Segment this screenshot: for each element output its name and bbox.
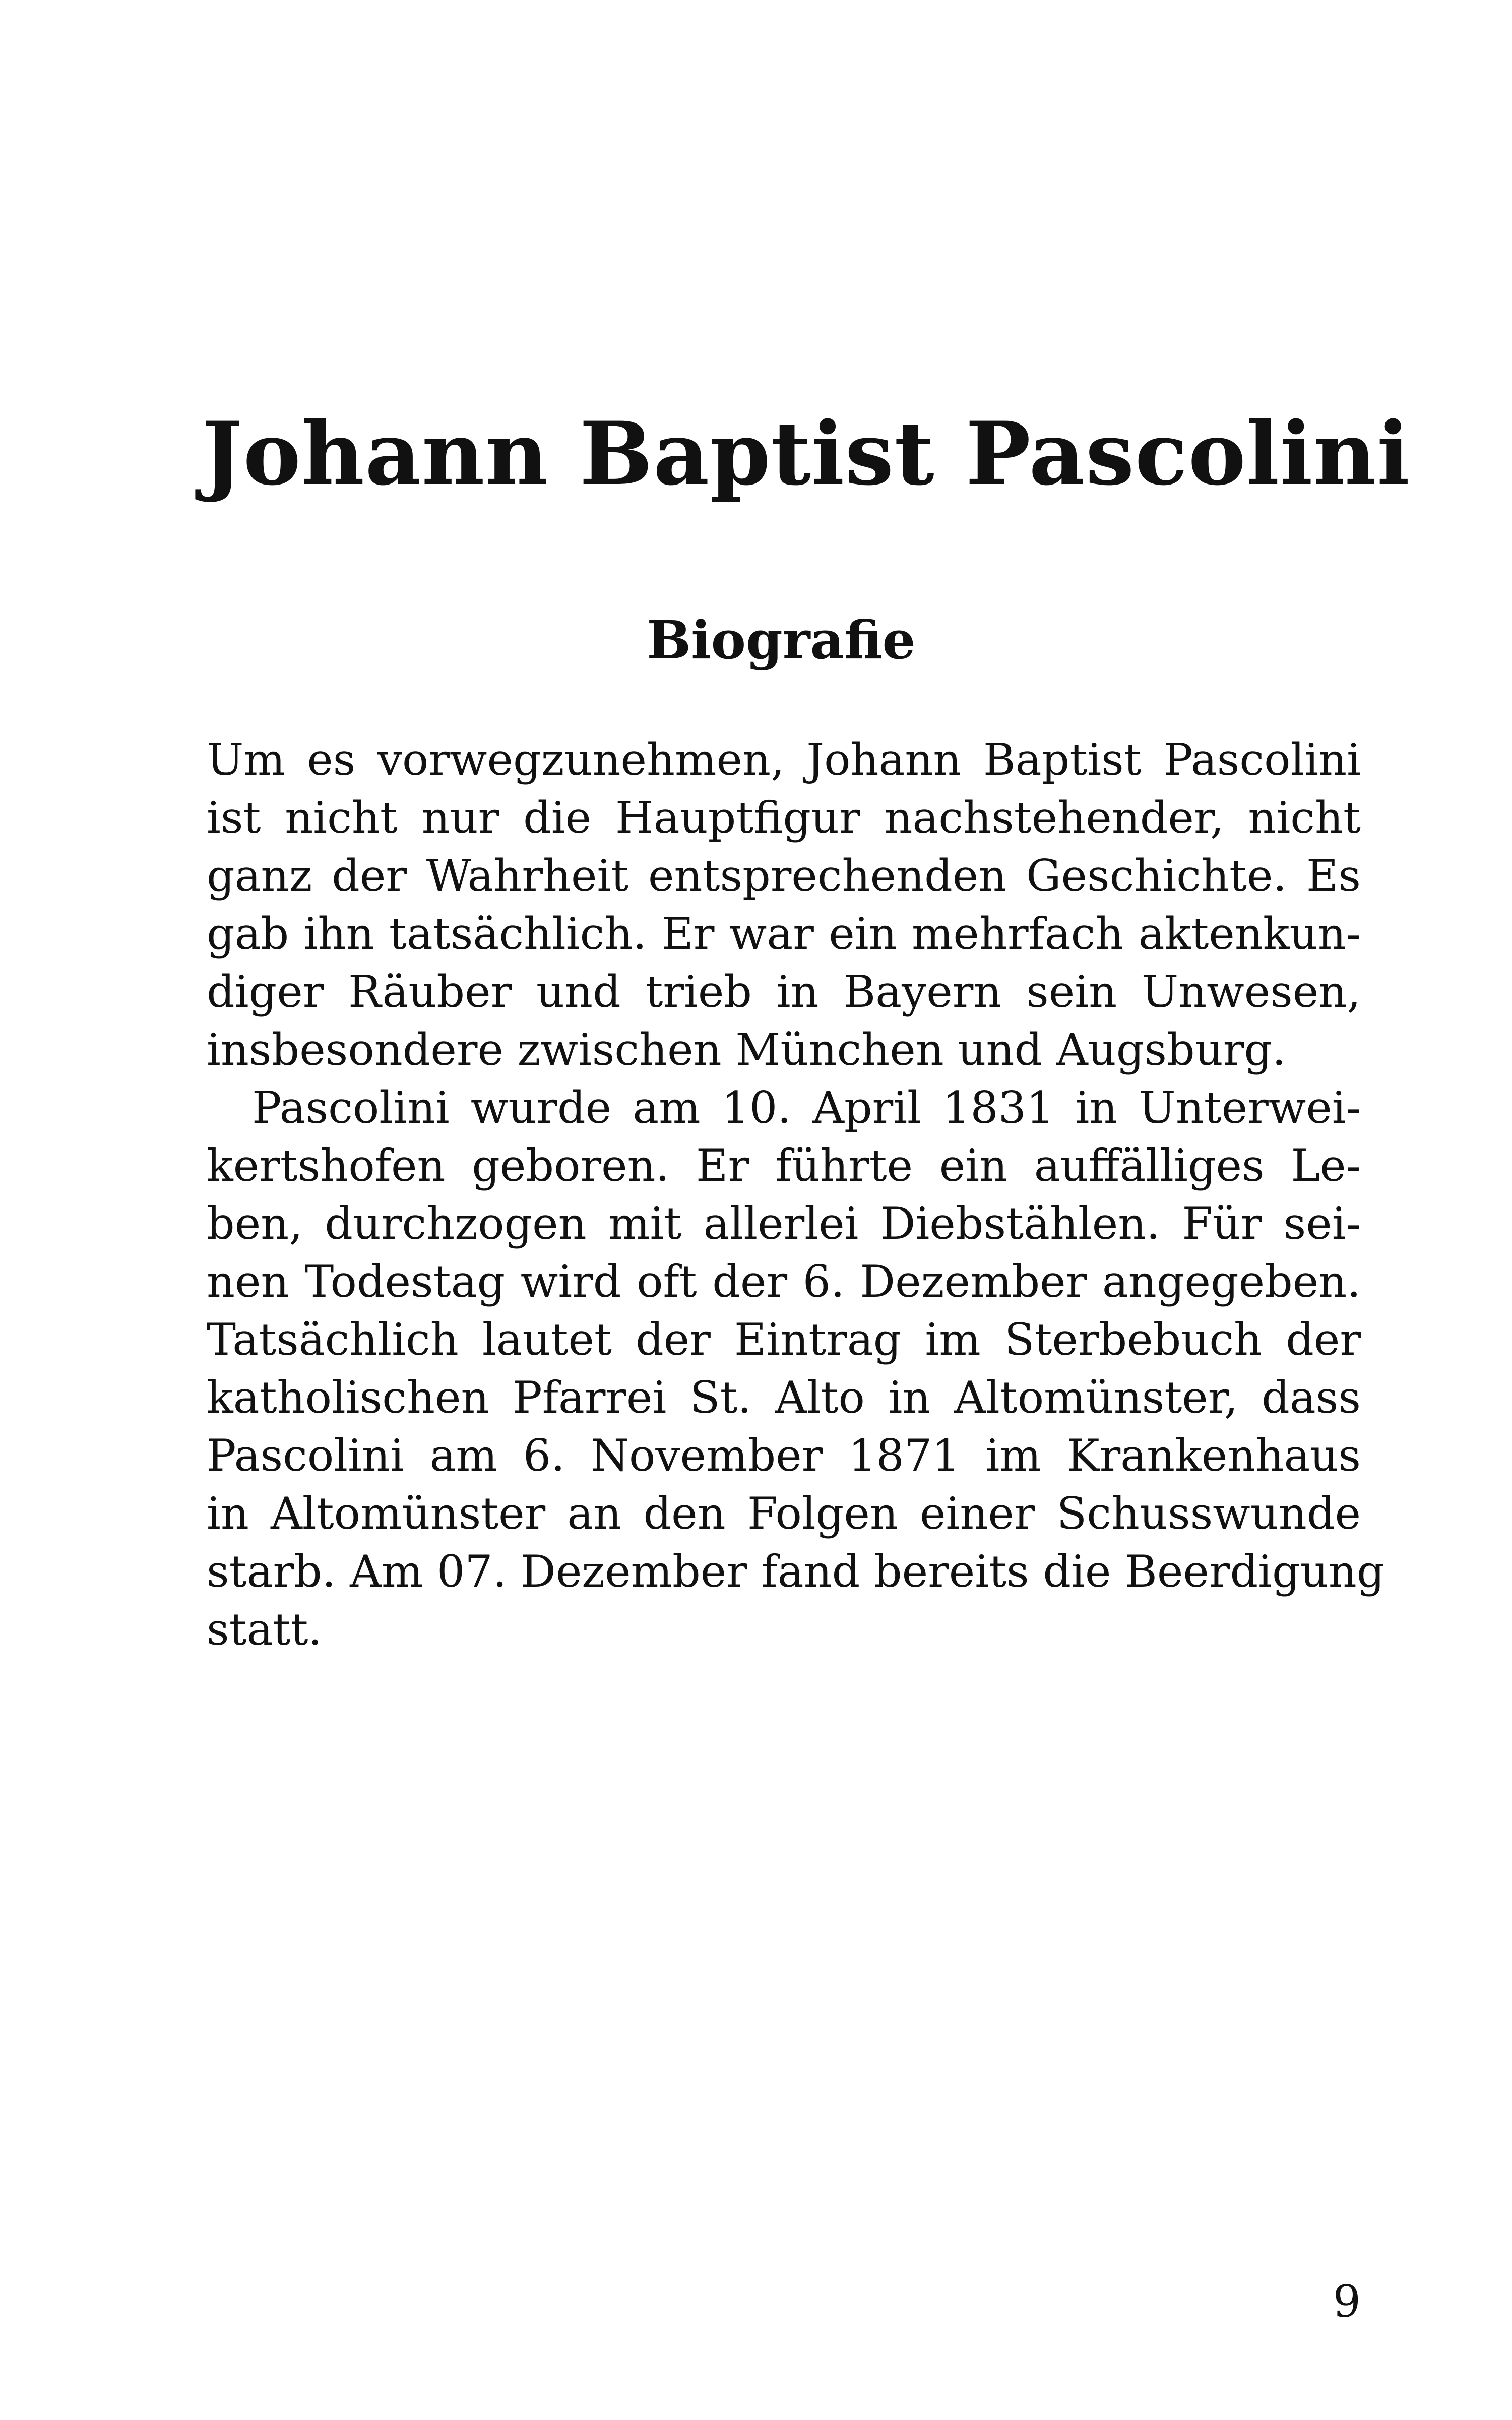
text-line: Pascolini am 6. November 1871 im Krankenhaus	[207, 1430, 1361, 1481]
text-line: in Altomünster an den Folgen einer Schusswunde	[207, 1488, 1361, 1539]
text-line: katholischen Pfarrei St. Alto in Altomünster, dass	[207, 1372, 1361, 1423]
body-text	[207, 731, 1385, 1659]
text-line: kertshofen geboren. Er führte ein auffälliges Le-	[207, 1140, 1361, 1191]
text-line: statt.	[207, 1604, 323, 1655]
section-heading: Biografie	[647, 609, 916, 671]
text-line: ist nicht nur die Hauptfigur nachstehender, nicht	[207, 792, 1361, 843]
text-line: ben, durchzogen mit allerlei Diebstählen. Für sei-	[207, 1198, 1361, 1249]
text-line: Um es vorwegzunehmen, Johann Baptist Pascolini	[207, 734, 1361, 785]
text-line: diger Räuber und trieb in Bayern sein Unwesen,	[207, 966, 1361, 1017]
text-line: nen Todestag wird oft der 6. Dezember angegeben.	[207, 1256, 1361, 1307]
text-line: gab ihn tatsächlich. Er war ein mehrfach aktenkun-	[207, 908, 1361, 959]
text-line: starb. Am 07. Dezember fand bereits die Beerdigung	[207, 1546, 1385, 1597]
text-line: ganz der Wahrheit entsprechenden Geschichte. Es	[207, 850, 1361, 901]
text-line: insbesondere zwischen München und Augsburg.	[207, 1024, 1286, 1075]
text-line: Pascolini wurde am 10. April 1831 in Unterwei-	[252, 1082, 1361, 1133]
page-number: 9	[1333, 2276, 1361, 2327]
page-title: Johann Baptist Pascolini	[202, 402, 1411, 505]
text-line: Tatsächlich lautet der Eintrag im Sterbebuch der	[207, 1314, 1361, 1365]
